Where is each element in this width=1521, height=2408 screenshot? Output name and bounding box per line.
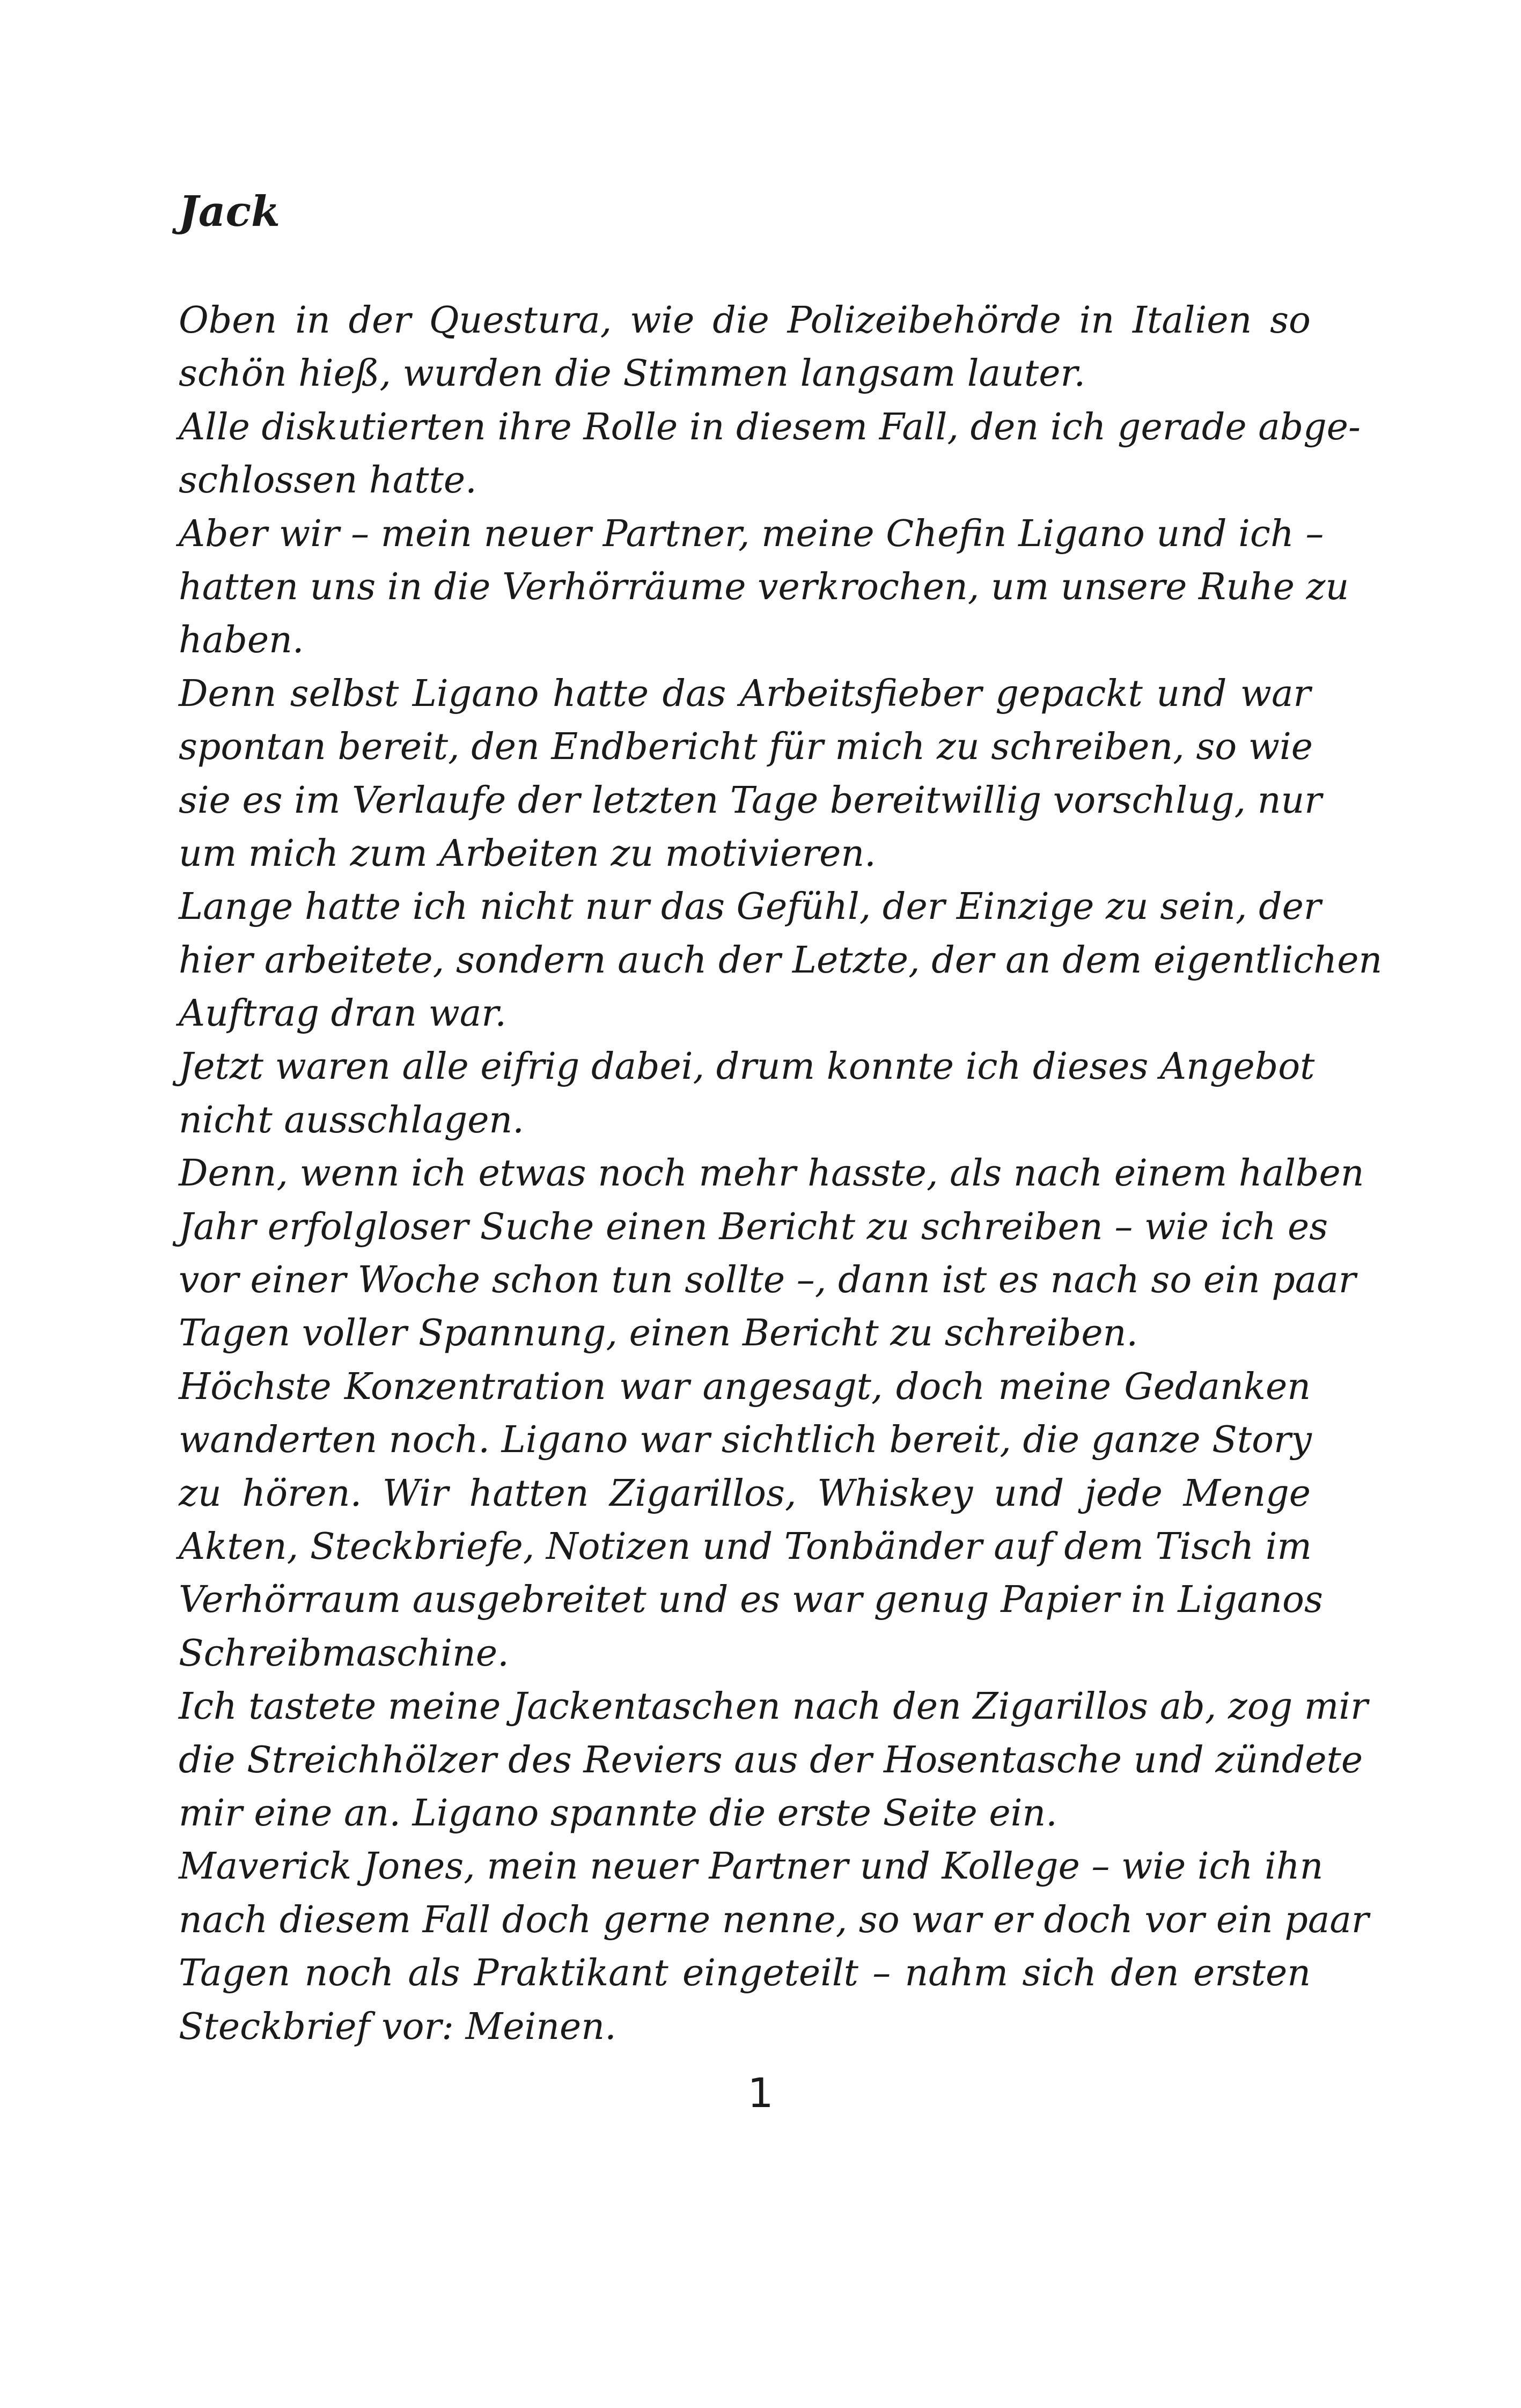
text-line: Alle diskutierten ihre Rolle in diesem Fall, den ich gerade abge-	[179, 406, 1361, 448]
text-line: Maverick Jones, mein neuer Partner und Kollege – wie ich ihn	[179, 1845, 1324, 1888]
text-line: hier arbeitete, sondern auch der Letzte, der an dem eigentlichen	[179, 939, 1383, 982]
text-line: Steckbrief vor: Meinen.	[179, 2005, 616, 2048]
text-line: sie es im Verlaufe der letzten Tage bereitwillig vorschlug, nur	[179, 779, 1322, 822]
text-line: Auftrag dran war.	[179, 992, 506, 1035]
text-line: Denn, wenn ich etwas noch mehr hasste, als nach einem halben	[179, 1152, 1364, 1195]
text-line: haben.	[179, 619, 304, 662]
text-line: spontan bereit, den Endbericht für mich zu schreiben, so wie	[179, 726, 1313, 769]
text-line: Tagen voller Spannung, einen Bericht zu schreiben.	[179, 1312, 1138, 1355]
text-line: Tagen noch als Praktikant eingeteilt – nahm sich den ersten	[179, 1952, 1311, 1995]
text-line: um mich zum Arbeiten zu motivieren.	[179, 832, 876, 875]
body-text	[179, 294, 1383, 2053]
text-line: die Streichhölzer des Reviers aus der Hosentasche und zündete	[179, 1739, 1363, 1781]
page-number: 1	[747, 2069, 774, 2117]
text-line: Lange hatte ich nicht nur das Gefühl, der Einzige zu sein, der	[179, 886, 1321, 929]
text-line: schlossen hatte.	[179, 459, 477, 502]
text-line: Aber wir – mein neuer Partner, meine Chefin Ligano und ich –	[179, 512, 1324, 555]
text-line: mir eine an. Ligano spannte die erste Seite ein.	[179, 1792, 1057, 1835]
text-line: zu hören. Wir hatten Zigarillos, Whiskey und jede Menge	[179, 1472, 1311, 1515]
text-line: Ich tastete meine Jackentaschen nach den Zigarillos ab, zog mir	[179, 1685, 1368, 1728]
text-line: Verhörraum ausgebreitet und es war genug Papier in Liganos	[179, 1579, 1323, 1622]
text-line: vor einer Woche schon tun sollte –, dann ist es nach so ein paar	[179, 1259, 1356, 1302]
text-line: nicht ausschlagen.	[179, 1099, 524, 1142]
text-line: Jetzt waren alle eifrig dabei, drum konnte ich dieses Angebot	[179, 1045, 1315, 1088]
text-line: Schreibmaschine.	[179, 1632, 509, 1675]
text-line: Oben in der Questura, wie die Polizeibehörde in Italien so	[179, 299, 1311, 342]
text-line: Jahr erfolgloser Suche einen Bericht zu schreiben – wie ich es	[179, 1205, 1328, 1248]
text-line: schön hieß, wurden die Stimmen langsam lauter.	[179, 352, 1086, 395]
text-line: Denn selbst Ligano hatte das Arbeitsfieber gepackt und war	[179, 672, 1311, 715]
text-line: wanderten noch. Ligano war sichtlich bereit, die ganze Story	[179, 1419, 1312, 1462]
text-line: Akten, Steckbriefe, Notizen und Tonbänder auf dem Tisch im	[179, 1525, 1312, 1568]
chapter-title: Jack	[179, 187, 280, 236]
text-line: Höchste Konzentration war angesagt, doch meine Gedanken	[179, 1365, 1311, 1408]
text-line: nach diesem Fall doch gerne nenne, so war er doch vor ein paar	[179, 1898, 1369, 1941]
text-line: hatten uns in die Verhörräume verkrochen, um unsere Ruhe zu	[179, 565, 1349, 608]
